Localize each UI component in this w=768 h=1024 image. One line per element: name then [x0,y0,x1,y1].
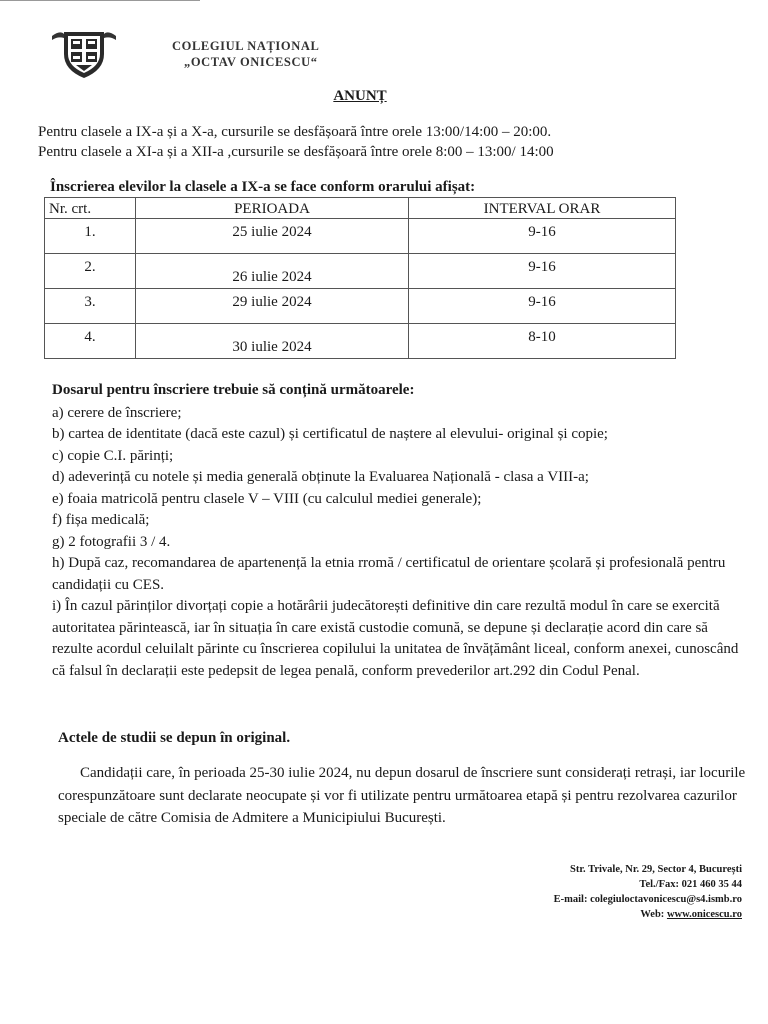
table-row [45,289,676,324]
row-period: 26 iulie 2024 [136,254,409,289]
schedule-intro [38,122,718,162]
row-interval: 8-10 [409,324,676,359]
table-row [45,254,676,289]
requirement-item: e) foaia matricolă pentru clasele V – VIII (cu calculul mediei generale); [52,490,482,507]
table-row [45,219,676,254]
requirement-item: c) copie C.I. părinți; [52,447,174,464]
intro-line-1: Pentru clasele a IX-a și a X-a, cursurile se desfășoară între orele 13:00/14:00 – 20:00. [38,124,552,140]
row-interval: 9-16 [409,254,676,289]
intro-line-2: Pentru clasele a XI-a și a XII-a ,cursurile se desfășoară între orele 8:00 – 13:00/ 14:00 [38,144,554,160]
footer-web-label: Web: [640,909,667,920]
requirements-heading: Dosarul pentru înscriere trebuie să conțină următoarele: [52,382,415,398]
row-interval: 9-16 [409,289,676,324]
requirement-item: g) 2 fotografii 3 / 4. [52,533,171,550]
column-header-interval: INTERVAL ORAR [409,198,676,219]
requirement-item: b) cartea de identitate (dacă este cazul) și certificatul de naștere al elevului- original și copie; [52,426,608,442]
closing-paragraph: Candidații care, în perioada 25-30 iulie 2024, nu depun dosarul de înscriere sunt considerați retrași, iar locurile corespunzătoare sunt declarate neocupate și vor fi utilizate pentru următoarea etapă și pentru rezolvarea cazurilor speciale de către Comisia de Admitere a Municipiului București. [58,765,746,826]
row-nr: 3. [45,289,136,324]
requirements-section [52,380,742,682]
row-interval: 9-16 [409,219,676,254]
footer-email: E-mail: colegiuloctavonicescu@s4.ismb.ro [553,894,742,905]
requirement-item: d) adeverință cu notele și media generală obținute la Evaluarea Națională - clasa a VIII-a; [52,469,589,485]
website-link[interactable]: www.onicescu.ro [666,909,742,920]
school-crest-icon [50,26,118,80]
enrollment-schedule-table [44,197,676,359]
contact-footer [342,862,742,922]
school-name-line1: COLEGIUL NAȚIONAL [172,39,320,53]
schedule-heading: Înscrierea elevilor la clasele a IX-a se face conform orarului afișat: [50,179,476,195]
table-row [45,324,676,359]
requirement-item: f) fișa medicală; [52,512,150,528]
row-nr: 2. [45,254,136,289]
requirement-item: a) cerere de înscriere; [52,404,182,421]
footer-phone: Tel./Fax: 021 460 35 44 [639,879,742,890]
requirement-item: i) În cazul părinților divorțați copie a hotărârii judecătorești definitive din care rezultă modul în care se exercită autoritatea părintească, iar în situația în care există custodie comună, se depune și declarație acord din care să rezulte acordul celuilalt părinte cu înscrierea copilului la unitatea de învățământ liceal, conform anexei, cunoscând că falsul în declarații este pedepsit de legea penală, conform prevederilor art.292 din Codul Penal. [52,598,739,679]
column-header-period: PERIOADA [136,198,409,219]
studies-note: Actele de studii se depun în original. [58,730,291,746]
row-period: 30 iulie 2024 [136,324,409,359]
row-period: 25 iulie 2024 [136,219,409,254]
document-title: ANUNȚ [333,88,387,104]
school-name-line2: „OCTAV ONICESCU“ [184,55,318,69]
top-rule [0,0,200,1]
row-nr: 1. [45,219,136,254]
requirement-item: h) După caz, recomandarea de apartenență la etnia rromă / certificatul de orientare școlară și profesională pentru candidații cu CES. [52,555,726,593]
table-header-row [45,198,676,219]
footer-web [342,907,742,922]
column-header-nr: Nr. crt. [45,198,136,219]
row-period: 29 iulie 2024 [136,289,409,324]
footer-address: Str. Trivale, Nr. 29, Sector 4, București [570,864,742,875]
school-name [172,38,319,70]
row-nr: 4. [45,324,136,359]
